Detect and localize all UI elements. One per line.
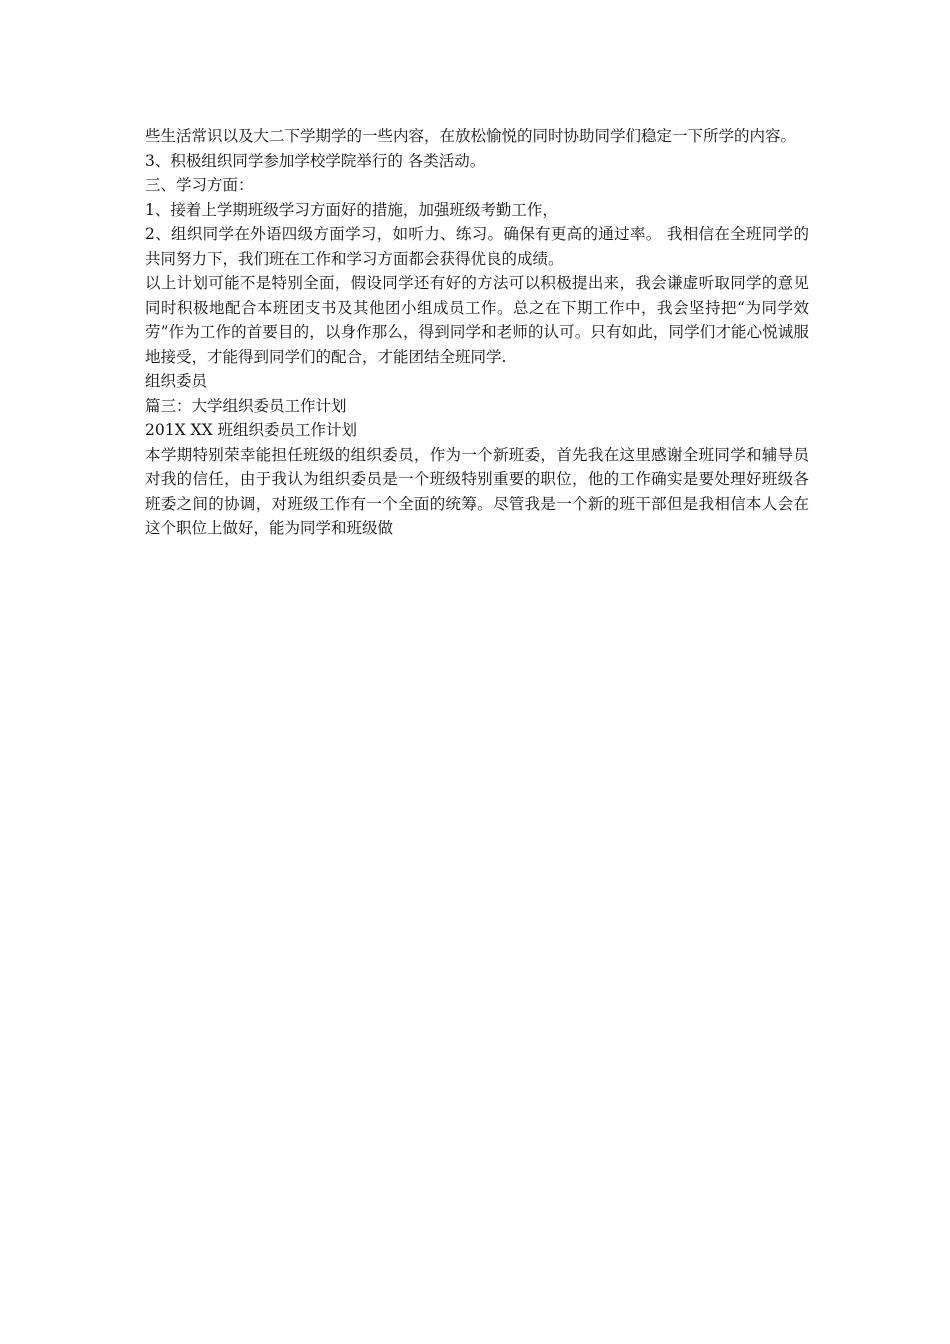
paragraph: 本学期特别荣幸能担任班级的组织委员，作为一个新班委，首先我在这里感谢全班同学和辅导员对我的信任，由于我认为组织委员是一个班级特别重要的职位，他的工作确实是要处理好班级各班委之间的协调，对班级工作有一个全面的统筹。尽管我是一个新的班干部但是我相信本人会在这个职位上做好，能为同学和班级做 bbox=[145, 445, 809, 537]
paragraph: 组织委员 bbox=[145, 372, 208, 390]
document-title: 201X XX 班组织委员工作计划 bbox=[145, 421, 358, 439]
section-heading: 篇三：大学组织委员工作计划 bbox=[145, 396, 347, 415]
paragraph: 以上计划可能不是特别全面，假设同学还有好的方法可以积极提出来，我会谦虚听取同学的意见同时积极地配合本班团支书及其他团小组成员工作。总之在下期工作中，我会坚持把“为同学效劳”作为工作的首要目的，以身作那么，得到同学和老师的认可。只有如此，同学们才能心悦诚服地接受，才能得到同学们的配合，才能团结全班同学. bbox=[145, 274, 809, 366]
paragraph: 三、学习方面： bbox=[145, 176, 254, 194]
paragraph: 些生活常识以及大二下学期学的一些内容，在放松愉悦的同时协助同学们稳定一下所学的内容。 bbox=[145, 127, 797, 145]
paragraph: 2、组织同学在外语四级方面学习，如听力、练习。确保有更高的通过率。 我相信在全班同学的共同努力下，我们班在工作和学习方面都会获得优良的成绩。 bbox=[145, 225, 809, 268]
paragraph: 1、接着上学期班级学习方面好的措施，加强班级考勤工作， bbox=[145, 200, 558, 219]
paragraph: 3、积极组织同学参加学校学院举行的 各类活动。 bbox=[145, 151, 486, 170]
document-body bbox=[145, 124, 809, 541]
